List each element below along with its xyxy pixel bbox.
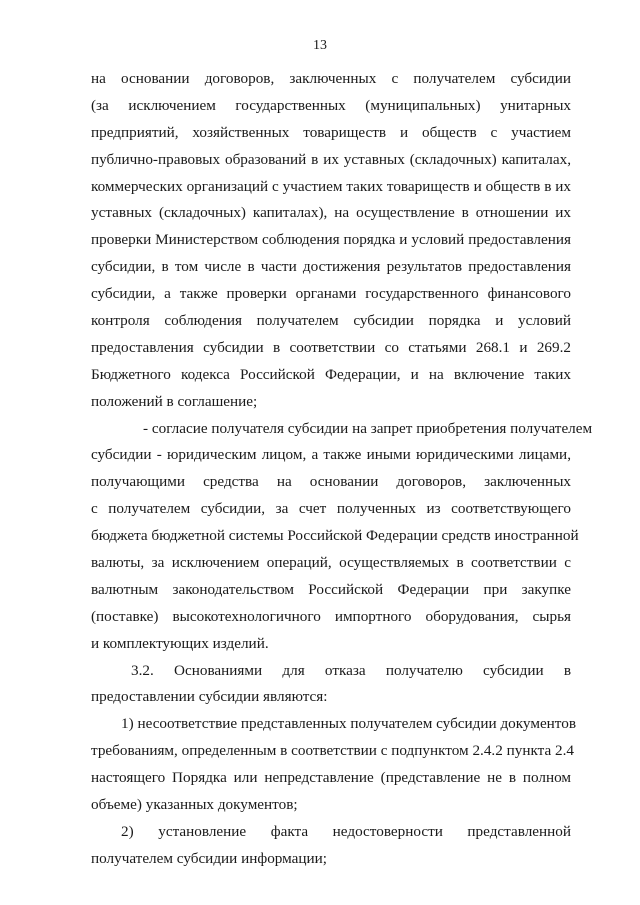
- text-line: уставных (складочных) капиталах), на осуществление в отношении их: [91, 204, 571, 222]
- text-line: предприятий, хозяйственных товариществ и обществ с участием: [91, 123, 571, 141]
- text-line: 1) несоответствие представленных получателем субсидии документов: [121, 715, 577, 733]
- text-line: и комплектующих изделий.: [91, 634, 269, 652]
- text-line: субсидии, а также проверки органами государственного финансового: [91, 285, 571, 303]
- text-line: Бюджетного кодекса Российской Федерации, и на включение таких: [91, 365, 571, 383]
- text-line: валютным законодательством Российской Федерации при закупке: [91, 580, 571, 598]
- text-line: 3.2. Основаниями для отказа получателю субсидии в: [131, 661, 571, 679]
- text-line: контроля соблюдения получателем субсидии порядка и условий: [91, 312, 571, 330]
- text-line: публично-правовых образований в их уставных (складочных) капиталах,: [91, 150, 571, 168]
- text-line: (за исключением государственных (муниципальных) унитарных: [91, 96, 571, 114]
- text-line: субсидии, в том числе в части достижения результатов предоставления: [91, 258, 571, 276]
- text-line: получателем субсидии информации;: [91, 849, 327, 867]
- text-line: предоставлении субсидии являются:: [91, 688, 328, 706]
- text-line: требованиям, определенным в соответствии с подпунктом 2.4.2 пункта 2.4: [91, 742, 574, 760]
- text-line: предоставления субсидии в соответствии со статьями 268.1 и 269.2: [91, 338, 571, 356]
- text-line: 2) установление факта недостоверности представленной: [121, 822, 571, 840]
- text-line: с получателем субсидии, за счет полученных из соответствующего: [91, 500, 571, 518]
- text-line: субсидии - юридическим лицом, а также иными юридическими лицами,: [91, 446, 571, 464]
- text-line: проверки Министерством соблюдения порядка и условий предоставления: [91, 231, 571, 249]
- text-line: валюты, за исключением операций, осуществляемых в соответствии с: [91, 554, 571, 572]
- text-line: (поставке) высокотехнологичного импортного оборудования, сырья: [91, 607, 571, 625]
- text-line: коммерческих организаций с участием таких товариществ и обществ в их: [91, 177, 571, 195]
- body-text: [91, 66, 593, 873]
- text-line: бюджета бюджетной системы Российской Федерации средств иностранной: [91, 527, 579, 545]
- text-line: положений в соглашение;: [91, 392, 258, 410]
- text-line: на основании договоров, заключенных с получателем субсидии: [91, 70, 571, 87]
- text-line: - согласие получателя субсидии на запрет приобретения получателем: [143, 419, 593, 437]
- text-line: получающими средства на основании договоров, заключенных: [91, 473, 571, 491]
- text-line: настоящего Порядка или непредставление (представление не в полном: [91, 769, 571, 787]
- text-line: объеме) указанных документов;: [91, 796, 298, 814]
- page-number: 13: [313, 38, 327, 53]
